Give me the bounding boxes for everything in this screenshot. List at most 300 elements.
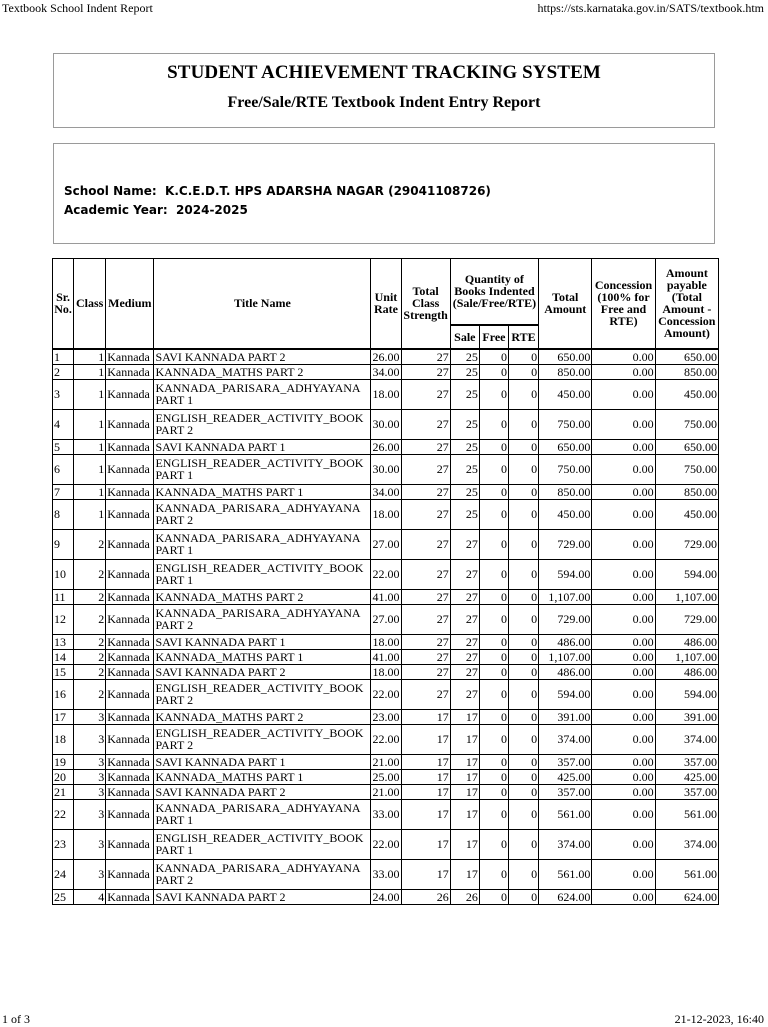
cell-concession: 0.00 — [592, 769, 655, 784]
report-title-box — [53, 53, 715, 128]
cell-unit-rate: 18.00 — [372, 664, 400, 679]
cell-total-amount: 450.00 — [539, 379, 592, 409]
cell-concession: 0.00 — [592, 799, 655, 829]
cell-concession: 0.00 — [592, 589, 655, 604]
cell-medium: Kannada — [106, 499, 154, 529]
table-row — [53, 529, 719, 559]
col-header-amount-payable: Amount payable (Total Amount - Concession Amount) — [655, 259, 718, 349]
cell-medium: Kannada — [106, 454, 154, 484]
cell-qty-sale: 17 — [450, 754, 479, 769]
cell-qty-rte: 0 — [509, 829, 539, 859]
cell-total-amount: 357.00 — [539, 754, 592, 769]
cell-qty-free: 0 — [479, 454, 508, 484]
col-header-concession: Concession (100% for Free and RTE) — [592, 259, 655, 349]
cell-amount-payable: 357.00 — [655, 784, 718, 799]
table-row — [53, 859, 719, 889]
cell-total-amount: 374.00 — [539, 829, 592, 859]
cell-qty-rte: 0 — [509, 664, 539, 679]
cell-sr-no: 8 — [53, 499, 74, 529]
cell-medium: Kannada — [106, 634, 154, 649]
cell-concession: 0.00 — [592, 634, 655, 649]
cell-qty-free: 0 — [479, 409, 508, 439]
cell-qty-rte: 0 — [509, 589, 539, 604]
cell-qty-sale: 17 — [450, 799, 479, 829]
report-title: Free/Sale/RTE Textbook Indent Entry Report — [227, 94, 541, 111]
cell-qty-rte: 0 — [509, 364, 539, 379]
cell-qty-free: 0 — [479, 499, 508, 529]
col-header-class: Class — [74, 259, 106, 349]
cell-qty-sale: 27 — [450, 589, 479, 604]
cell-total-amount: 357.00 — [539, 784, 592, 799]
cell-class: 2 — [74, 589, 106, 604]
cell-sr-no: 11 — [53, 589, 74, 604]
cell-class: 2 — [74, 529, 106, 559]
cell-total-amount: 374.00 — [539, 724, 592, 754]
cell-qty-rte: 0 — [509, 559, 539, 589]
cell-total-class-strength: 17 — [401, 709, 450, 724]
cell-sr-no: 17 — [53, 709, 74, 724]
table-row — [53, 454, 719, 484]
cell-total-class-strength: 17 — [401, 799, 450, 829]
table-row — [53, 649, 719, 664]
cell-title-name: SAVI KANNADA PART 1 — [154, 754, 371, 769]
cell-medium: Kannada — [106, 664, 154, 679]
academic-year-label: Academic Year: — [64, 203, 168, 217]
page-footer-datetime: 21-12-2023, 16:40 — [674, 1012, 764, 1026]
page-header-url: https://sts.karnataka.gov.in/SATS/textbook.htm — [537, 1, 764, 15]
cell-total-amount: 624.00 — [539, 889, 592, 904]
cell-amount-payable: 561.00 — [655, 859, 718, 889]
cell-medium: Kannada — [106, 679, 154, 709]
cell-qty-rte: 0 — [509, 379, 539, 409]
cell-concession: 0.00 — [592, 664, 655, 679]
cell-total-class-strength: 17 — [401, 829, 450, 859]
table-row — [53, 829, 719, 859]
cell-qty-sale: 17 — [450, 859, 479, 889]
cell-title-name: KANNADA_PARISARA_ADHYAYANA PART 2 — [154, 859, 371, 889]
cell-medium: Kannada — [106, 724, 154, 754]
cell-total-class-strength: 27 — [401, 454, 450, 484]
cell-total-amount: 850.00 — [539, 484, 592, 499]
cell-sr-no: 13 — [53, 634, 74, 649]
cell-qty-rte: 0 — [509, 709, 539, 724]
cell-amount-payable: 729.00 — [655, 529, 718, 559]
cell-qty-rte: 0 — [509, 634, 539, 649]
cell-qty-sale: 27 — [450, 604, 479, 634]
cell-total-amount: 486.00 — [539, 664, 592, 679]
table-row — [53, 799, 719, 829]
cell-concession: 0.00 — [592, 349, 655, 365]
cell-unit-rate: 22.00 — [371, 724, 401, 754]
cell-amount-payable: 850.00 — [655, 484, 718, 499]
cell-qty-free: 0 — [479, 769, 508, 784]
cell-total-amount: 850.00 — [539, 364, 592, 379]
cell-concession: 0.00 — [592, 889, 655, 904]
cell-total-class-strength: 17 — [401, 754, 450, 769]
indent-table-body — [53, 349, 719, 905]
table-row — [53, 604, 719, 634]
col-header-title: Title Name — [154, 259, 371, 349]
cell-amount-payable: 425.00 — [655, 769, 718, 784]
cell-title-name: KANNADA_MATHS PART 1 — [154, 769, 371, 784]
cell-qty-sale: 17 — [450, 709, 479, 724]
cell-concession: 0.00 — [592, 499, 655, 529]
cell-medium: Kannada — [106, 439, 154, 454]
cell-qty-free: 0 — [479, 889, 508, 904]
school-name-line — [64, 184, 491, 198]
cell-qty-free: 0 — [479, 649, 508, 664]
cell-total-amount: 729.00 — [539, 604, 592, 634]
cell-total-class-strength: 27 — [401, 604, 450, 634]
cell-concession: 0.00 — [592, 559, 655, 589]
cell-qty-rte: 0 — [509, 784, 539, 799]
cell-unit-rate: 23.00 — [372, 709, 400, 724]
cell-unit-rate: 27.00 — [371, 529, 401, 559]
cell-title-name: SAVI KANNADA PART 1 — [154, 634, 371, 649]
cell-sr-no: 4 — [53, 409, 74, 439]
cell-qty-free: 0 — [479, 829, 508, 859]
cell-sr-no: 5 — [53, 439, 74, 454]
cell-title-name: ENGLISH_READER_ACTIVITY_BOOK PART 1 — [154, 559, 371, 589]
page-footer-page: 1 of 3 — [2, 1012, 30, 1026]
cell-unit-rate: 26.00 — [372, 349, 400, 364]
table-row — [53, 709, 719, 724]
cell-medium: Kannada — [106, 559, 154, 589]
cell-medium: Kannada — [106, 349, 154, 365]
cell-total-class-strength: 27 — [401, 484, 450, 499]
cell-qty-rte: 0 — [509, 409, 539, 439]
cell-medium: Kannada — [106, 604, 154, 634]
table-row — [53, 754, 719, 769]
col-header-quantity: Quantity of Books Indented (Sale/Free/RTE) — [450, 259, 538, 325]
cell-medium: Kannada — [106, 769, 154, 784]
cell-amount-payable: 750.00 — [655, 454, 718, 484]
table-row — [53, 409, 719, 439]
cell-qty-free: 0 — [479, 439, 508, 454]
cell-qty-rte: 0 — [509, 349, 539, 365]
cell-sr-no: 14 — [53, 649, 74, 664]
cell-qty-rte: 0 — [509, 859, 539, 889]
academic-year-line — [64, 203, 248, 217]
cell-qty-sale: 25 — [450, 349, 479, 365]
cell-total-class-strength: 27 — [401, 409, 450, 439]
cell-medium: Kannada — [106, 799, 154, 829]
cell-total-class-strength: 27 — [401, 439, 450, 454]
col-header-free: Free — [479, 325, 508, 349]
cell-total-class-strength: 27 — [401, 379, 450, 409]
cell-qty-rte: 0 — [509, 889, 539, 904]
cell-class: 3 — [74, 754, 106, 769]
cell-class: 1 — [74, 499, 106, 529]
school-name-value: K.C.E.D.T. HPS ADARSHA NAGAR (29041108726) — [165, 184, 491, 198]
school-name-label: School Name: — [64, 184, 157, 198]
cell-qty-sale: 26 — [450, 889, 479, 904]
cell-qty-sale: 27 — [450, 634, 479, 649]
cell-sr-no: 6 — [53, 454, 74, 484]
cell-qty-free: 0 — [479, 634, 508, 649]
cell-qty-sale: 27 — [450, 559, 479, 589]
table-row — [53, 664, 719, 679]
table-row — [53, 589, 719, 604]
cell-qty-sale: 17 — [450, 724, 479, 754]
cell-title-name: SAVI KANNADA PART 2 — [154, 349, 371, 365]
cell-sr-no: 12 — [53, 604, 74, 634]
cell-title-name: KANNADA_PARISARA_ADHYAYANA PART 1 — [154, 529, 371, 559]
cell-sr-no: 24 — [53, 859, 74, 889]
cell-unit-rate: 30.00 — [371, 409, 401, 439]
cell-class: 2 — [74, 679, 106, 709]
cell-class: 1 — [74, 379, 106, 409]
cell-qty-rte: 0 — [509, 439, 539, 454]
cell-medium: Kannada — [106, 364, 154, 379]
cell-class: 3 — [74, 799, 106, 829]
cell-total-amount: 425.00 — [539, 769, 592, 784]
cell-amount-payable: 650.00 — [655, 439, 718, 454]
cell-qty-rte: 0 — [509, 649, 539, 664]
cell-unit-rate: 22.00 — [371, 559, 401, 589]
cell-total-class-strength: 27 — [401, 664, 450, 679]
cell-qty-sale: 25 — [450, 379, 479, 409]
cell-qty-rte: 0 — [509, 484, 539, 499]
cell-concession: 0.00 — [592, 649, 655, 664]
cell-total-amount: 450.00 — [539, 499, 592, 529]
cell-amount-payable: 450.00 — [655, 499, 718, 529]
cell-title-name: ENGLISH_READER_ACTIVITY_BOOK PART 1 — [154, 829, 371, 859]
cell-title-name: KANNADA_MATHS PART 2 — [154, 589, 371, 604]
cell-unit-rate: 21.00 — [372, 784, 400, 799]
table-row — [53, 634, 719, 649]
cell-total-class-strength: 17 — [401, 859, 450, 889]
cell-medium: Kannada — [106, 649, 154, 664]
table-row — [53, 364, 719, 379]
cell-title-name: KANNADA_PARISARA_ADHYAYANA PART 1 — [154, 379, 371, 409]
cell-total-amount: 650.00 — [539, 439, 592, 454]
cell-title-name: KANNADA_MATHS PART 2 — [154, 709, 371, 724]
cell-title-name: KANNADA_PARISARA_ADHYAYANA PART 1 — [154, 799, 371, 829]
cell-qty-free: 0 — [479, 724, 508, 754]
col-header-rte: RTE — [509, 325, 539, 349]
cell-unit-rate: 33.00 — [371, 799, 401, 829]
cell-class: 1 — [74, 349, 106, 365]
cell-title-name: KANNADA_MATHS PART 2 — [154, 364, 371, 379]
cell-title-name: KANNADA_MATHS PART 1 — [154, 484, 371, 499]
cell-amount-payable: 486.00 — [655, 664, 718, 679]
cell-title-name: SAVI KANNADA PART 2 — [154, 664, 371, 679]
cell-amount-payable: 850.00 — [655, 364, 718, 379]
cell-sr-no: 18 — [53, 724, 74, 754]
cell-class: 2 — [74, 664, 106, 679]
cell-amount-payable: 357.00 — [655, 754, 718, 769]
cell-sr-no: 21 — [53, 784, 74, 799]
cell-sr-no: 23 — [53, 829, 74, 859]
cell-concession: 0.00 — [592, 859, 655, 889]
cell-qty-sale: 17 — [450, 829, 479, 859]
cell-concession: 0.00 — [592, 829, 655, 859]
table-row — [53, 724, 719, 754]
cell-title-name: SAVI KANNADA PART 2 — [154, 784, 371, 799]
cell-concession: 0.00 — [592, 754, 655, 769]
cell-class: 2 — [74, 634, 106, 649]
cell-amount-payable: 450.00 — [655, 379, 718, 409]
cell-title-name: ENGLISH_READER_ACTIVITY_BOOK PART 1 — [154, 454, 371, 484]
cell-title-name: SAVI KANNADA PART 2 — [154, 889, 371, 904]
table-row — [53, 349, 719, 365]
cell-medium: Kannada — [106, 484, 154, 499]
col-header-sr: Sr. No. — [53, 259, 74, 349]
cell-amount-payable: 1,107.00 — [655, 649, 718, 664]
cell-amount-payable: 486.00 — [655, 634, 718, 649]
academic-year-value: 2024-2025 — [176, 203, 248, 217]
cell-qty-rte: 0 — [509, 724, 539, 754]
cell-total-class-strength: 17 — [401, 784, 450, 799]
cell-total-amount: 750.00 — [539, 454, 592, 484]
table-row — [53, 439, 719, 454]
cell-total-class-strength: 26 — [401, 889, 450, 904]
cell-amount-payable: 624.00 — [655, 889, 718, 904]
cell-unit-rate: 21.00 — [372, 754, 400, 769]
cell-unit-rate: 18.00 — [371, 379, 401, 409]
cell-title-name: KANNADA_PARISARA_ADHYAYANA PART 2 — [154, 604, 371, 634]
cell-unit-rate: 41.00 — [372, 589, 400, 604]
table-row — [53, 784, 719, 799]
cell-sr-no: 3 — [53, 379, 74, 409]
cell-class: 2 — [74, 559, 106, 589]
cell-class: 1 — [74, 439, 106, 454]
cell-qty-free: 0 — [479, 604, 508, 634]
cell-amount-payable: 729.00 — [655, 604, 718, 634]
col-header-unit-rate: Unit Rate — [371, 259, 401, 349]
cell-total-amount: 594.00 — [539, 559, 592, 589]
cell-total-amount: 1,107.00 — [539, 589, 592, 604]
cell-qty-sale: 17 — [450, 769, 479, 784]
cell-qty-free: 0 — [479, 799, 508, 829]
cell-class: 1 — [74, 484, 106, 499]
cell-sr-no: 16 — [53, 679, 74, 709]
cell-qty-rte: 0 — [509, 454, 539, 484]
cell-unit-rate: 27.00 — [371, 604, 401, 634]
cell-title-name: ENGLISH_READER_ACTIVITY_BOOK PART 2 — [154, 724, 371, 754]
cell-amount-payable: 594.00 — [655, 679, 718, 709]
cell-qty-sale: 17 — [450, 784, 479, 799]
cell-class: 2 — [74, 649, 106, 664]
table-row — [53, 499, 719, 529]
cell-amount-payable: 374.00 — [655, 724, 718, 754]
cell-class: 4 — [74, 889, 106, 904]
cell-qty-rte: 0 — [509, 499, 539, 529]
school-info-box — [53, 143, 715, 244]
col-header-total-class-strength: Total Class Strength — [401, 259, 450, 349]
cell-total-amount: 561.00 — [539, 859, 592, 889]
cell-total-amount: 391.00 — [539, 709, 592, 724]
cell-sr-no: 20 — [53, 769, 74, 784]
cell-total-class-strength: 27 — [401, 649, 450, 664]
table-row — [53, 679, 719, 709]
cell-qty-free: 0 — [479, 589, 508, 604]
cell-qty-free: 0 — [479, 754, 508, 769]
cell-qty-sale: 27 — [450, 649, 479, 664]
table-row — [53, 889, 719, 904]
cell-concession: 0.00 — [592, 724, 655, 754]
cell-class: 1 — [74, 454, 106, 484]
cell-title-name: KANNADA_PARISARA_ADHYAYANA PART 2 — [154, 499, 371, 529]
cell-total-class-strength: 17 — [401, 769, 450, 784]
cell-class: 1 — [74, 409, 106, 439]
cell-total-amount: 486.00 — [539, 634, 592, 649]
cell-qty-free: 0 — [479, 529, 508, 559]
cell-class: 3 — [74, 784, 106, 799]
cell-sr-no: 10 — [53, 559, 74, 589]
cell-total-amount: 750.00 — [539, 409, 592, 439]
cell-unit-rate: 41.00 — [372, 649, 400, 664]
cell-qty-sale: 27 — [450, 679, 479, 709]
cell-qty-free: 0 — [479, 559, 508, 589]
cell-amount-payable: 594.00 — [655, 559, 718, 589]
cell-concession: 0.00 — [592, 709, 655, 724]
cell-medium: Kannada — [106, 409, 154, 439]
cell-qty-free: 0 — [479, 379, 508, 409]
cell-unit-rate: 26.00 — [372, 439, 400, 454]
cell-medium: Kannada — [106, 889, 154, 904]
cell-qty-rte: 0 — [509, 754, 539, 769]
cell-qty-free: 0 — [479, 859, 508, 889]
cell-qty-free: 0 — [479, 709, 508, 724]
cell-total-class-strength: 27 — [401, 589, 450, 604]
cell-sr-no: 7 — [53, 484, 74, 499]
cell-qty-rte: 0 — [509, 604, 539, 634]
cell-class: 1 — [74, 364, 106, 379]
cell-class: 3 — [74, 709, 106, 724]
table-row — [53, 484, 719, 499]
cell-concession: 0.00 — [592, 454, 655, 484]
cell-medium: Kannada — [106, 829, 154, 859]
cell-concession: 0.00 — [592, 364, 655, 379]
cell-unit-rate: 22.00 — [371, 679, 401, 709]
indent-table — [52, 258, 719, 905]
cell-sr-no: 2 — [53, 364, 74, 379]
cell-concession: 0.00 — [592, 679, 655, 709]
cell-medium: Kannada — [106, 379, 154, 409]
cell-unit-rate: 18.00 — [372, 634, 400, 649]
cell-concession: 0.00 — [592, 604, 655, 634]
page-header-title: Textbook School Indent Report — [2, 1, 153, 15]
system-title: STUDENT ACHIEVEMENT TRACKING SYSTEM — [167, 62, 601, 83]
cell-medium: Kannada — [106, 529, 154, 559]
cell-qty-sale: 25 — [450, 364, 479, 379]
cell-medium: Kannada — [106, 754, 154, 769]
cell-sr-no: 9 — [53, 529, 74, 559]
cell-concession: 0.00 — [592, 379, 655, 409]
cell-qty-sale: 27 — [450, 664, 479, 679]
cell-qty-rte: 0 — [509, 769, 539, 784]
cell-total-class-strength: 27 — [401, 529, 450, 559]
cell-qty-free: 0 — [479, 484, 508, 499]
cell-medium: Kannada — [106, 709, 154, 724]
cell-sr-no: 19 — [53, 754, 74, 769]
cell-unit-rate: 34.00 — [372, 364, 400, 379]
cell-class: 3 — [74, 829, 106, 859]
cell-medium: Kannada — [106, 859, 154, 889]
cell-total-class-strength: 27 — [401, 634, 450, 649]
cell-total-class-strength: 17 — [401, 724, 450, 754]
cell-sr-no: 22 — [53, 799, 74, 829]
cell-qty-free: 0 — [479, 664, 508, 679]
col-header-total-amount: Total Amount — [539, 259, 592, 349]
cell-amount-payable: 750.00 — [655, 409, 718, 439]
cell-qty-sale: 25 — [450, 439, 479, 454]
cell-title-name: KANNADA_MATHS PART 1 — [154, 649, 371, 664]
cell-qty-rte: 0 — [509, 679, 539, 709]
cell-total-amount: 594.00 — [539, 679, 592, 709]
